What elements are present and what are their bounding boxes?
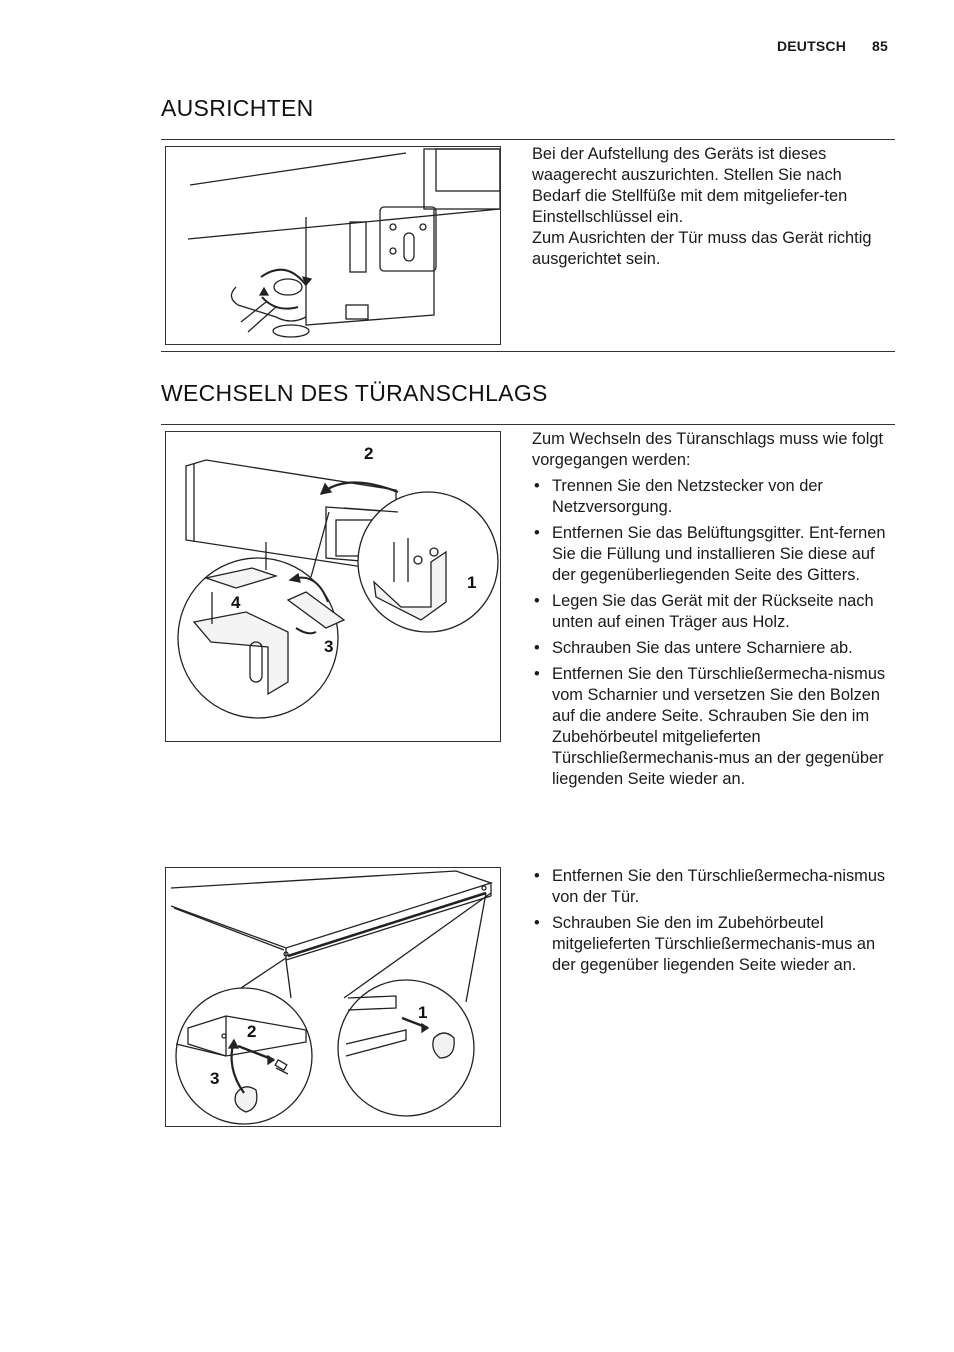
ausrichten-paragraph-2: Zum Ausrichten der Tür muss das Gerät richtig ausgerichtet sein. [532,229,872,268]
list-item: • Entfernen Sie das Belüftungsgitter. Ent-fernen Sie die Füllung und installieren Sie diese auf der gegenüberliegenden Seite des Gitters. [532,523,887,586]
section-title-ausrichten: AUSRICHTEN [161,95,314,121]
hinge-removal-illustration [166,432,500,741]
hinge-step-1-label: 1 [467,573,477,592]
door-closer-illustration [166,868,500,1126]
list-item: • Schrauben Sie den im Zubehörbeutel mitgelieferten Türschließermechanis-mus an der gegenüber liegenden Seite wieder an. [532,913,887,976]
tueranschlag-text-2 [532,866,887,981]
section-title-tueranschlag: WECHSELN DES TÜRANSCHLAGS [161,380,548,406]
tueranschlag-steps-2 [532,866,887,976]
door-step-2-label: 2 [247,1022,257,1041]
hinge-step-4-label: 4 [231,593,241,612]
hinge-step-2-label: 2 [364,444,374,463]
section-rule-top [161,139,895,140]
list-item: • Entfernen Sie den Türschließermecha-nismus von der Tür. [532,866,887,908]
list-item: • Legen Sie das Gerät mit der Rückseite nach unten auf einen Träger aus Holz. [532,591,887,633]
list-item: • Schrauben Sie das untere Scharniere ab. [532,638,887,659]
figure-levelling [165,146,501,345]
tueranschlag-text [532,429,887,795]
door-step-1-label: 1 [418,1003,428,1022]
page-header [777,38,888,54]
door-step-3-label: 3 [210,1069,220,1088]
header-section-label: DEUTSCH [776,38,847,54]
section-rule-top-2 [161,424,895,425]
list-item: • Trennen Sie den Netzstecker von der Netzversorgung. [532,476,887,518]
levelling-illustration [166,147,500,344]
header-page-number: 85 [872,38,888,54]
list-item: • Entfernen Sie den Türschließermecha-nismus vom Scharnier und versetzen Sie den Bolzen auf die andere Seite. Schrauben Sie den im Zubehörbeutel mitgelieferten Türschließermechanis-mus an der gegenüber liegenden Seite wieder an. [532,664,887,790]
tueranschlag-steps [532,476,887,790]
ausrichten-paragraph-1: Bei der Aufstellung des Geräts ist dieses waagerecht auszurichten. Stellen Sie nach Bedarf die Stellfüße mit dem mitgeliefer-ten Einstellschlüssel ein. [532,145,848,226]
figure-hinge-removal [165,431,501,742]
ausrichten-text [532,144,887,270]
section-rule-bottom [161,351,895,352]
hinge-step-3-label: 3 [324,637,334,656]
tueranschlag-intro: Zum Wechseln des Türanschlags muss wie folgt vorgegangen werden: [532,430,884,469]
figure-door-closer [165,867,501,1127]
